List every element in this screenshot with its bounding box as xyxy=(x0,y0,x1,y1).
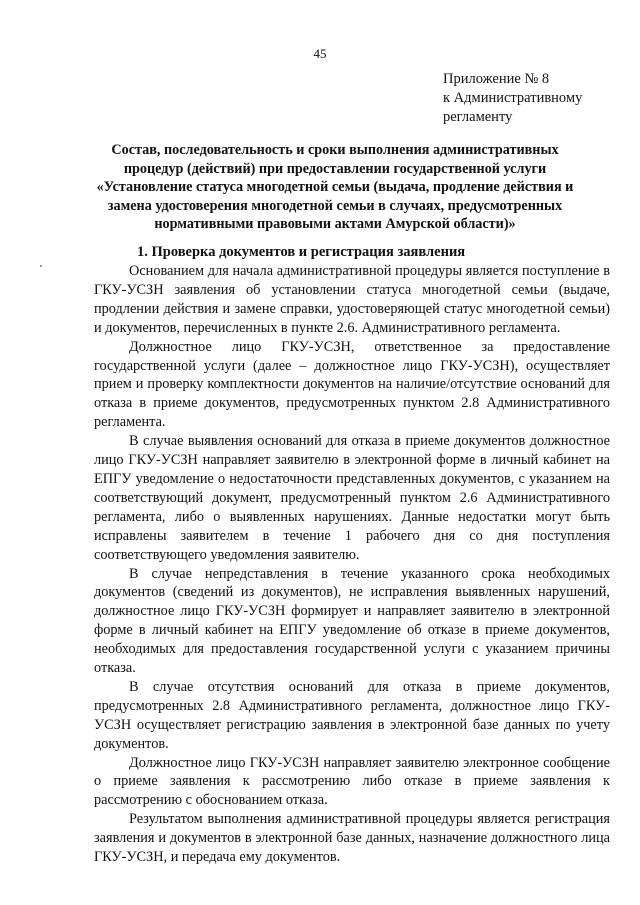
margin-mark xyxy=(40,265,42,267)
paragraph: Результатом выполнения административной процедуры является регистрация заявления и документов в электронной базе данных, назначение должностного лица ГКУ-УСЗН, и передача ему документов. xyxy=(94,811,610,866)
appendix-line: к Административному xyxy=(443,90,583,106)
title-line: Состав, последовательность и сроки выполнения административных xyxy=(111,142,559,158)
appendix-line: регламенту xyxy=(443,109,513,125)
page-number: 45 xyxy=(313,46,327,61)
paragraph: Должностное лицо ГКУ-УСЗН, ответственное за предоставление государственной услуги (далее – должностное лицо ГКУ-УСЗН), осуществляет прием и проверку комплектности документов на наличие/отсутствие оснований для отказа в приеме документов, предусмотренных пунктом 2.8 Административного регламента. xyxy=(94,338,610,431)
title-line: «Установление статуса многодетной семьи (выдача, продление действия и xyxy=(96,179,574,196)
paragraph: Основанием для начала административной процедуры является поступление в ГКУ-УСЗН заявления об установлении статуса многодетной семьи (выдаче, продлении действия и замене справки, удостоверяющей статус многодетной семьи) и документов, перечисленных в пункте 2.6. Административного регламента. xyxy=(94,263,610,336)
title-line: процедур (действий) при предоставлении государственной услуги xyxy=(123,160,547,177)
title-line: замена удостоверения многодетной семьи в случаях, предусмотренных xyxy=(107,197,563,214)
document-title xyxy=(75,141,595,234)
section-heading: 1. Проверка документов и регистрация заявления xyxy=(137,244,466,260)
title-line: нормативными правовыми актами Амурской области)» xyxy=(154,216,516,233)
paragraph: В случае выявления оснований для отказа в приеме документов должностное лицо ГКУ-УСЗН направляет заявителю в электронной форме в личный кабинет на ЕПГУ уведомление о недостаточности представленных документов, с указанием на соответствующий документ, предусмотренный пунктом 2.6 Административного регламента, либо о выявленных нарушениях. Данные недостатки могут быть исправлены заявителем в течение 1 рабочего дня со дня поступления соответствующего уведомления заявителю. xyxy=(94,433,610,563)
appendix-line: Приложение № 8 xyxy=(443,71,550,87)
appendix-note xyxy=(443,70,582,127)
paragraph: В случае отсутствия оснований для отказа в приеме документов, предусмотренных 2.8 Административного регламента, должностное лицо ГКУ-УСЗН осуществляет регистрацию заявления в электронной базе данных по учету документов. xyxy=(94,678,610,752)
paragraph: В случае непредставления в течение указанного срока необходимых документов (сведений из документов), не исправления выявленных нарушений, должностное лицо ГКУ-УСЗН формирует и направляет заявителю в электронной форме в личный кабинет на ЕПГУ уведомление об отказе в приеме документов, необходимых для предоставления государственной услуги с указанием причины отказа. xyxy=(94,565,610,677)
section-body xyxy=(94,262,610,867)
paragraph: Должностное лицо ГКУ-УСЗН направляет заявителю электронное сообщение о приеме заявления к рассмотрению либо отказе в приеме заявления к рассмотрению с обоснованием отказа. xyxy=(94,754,610,809)
